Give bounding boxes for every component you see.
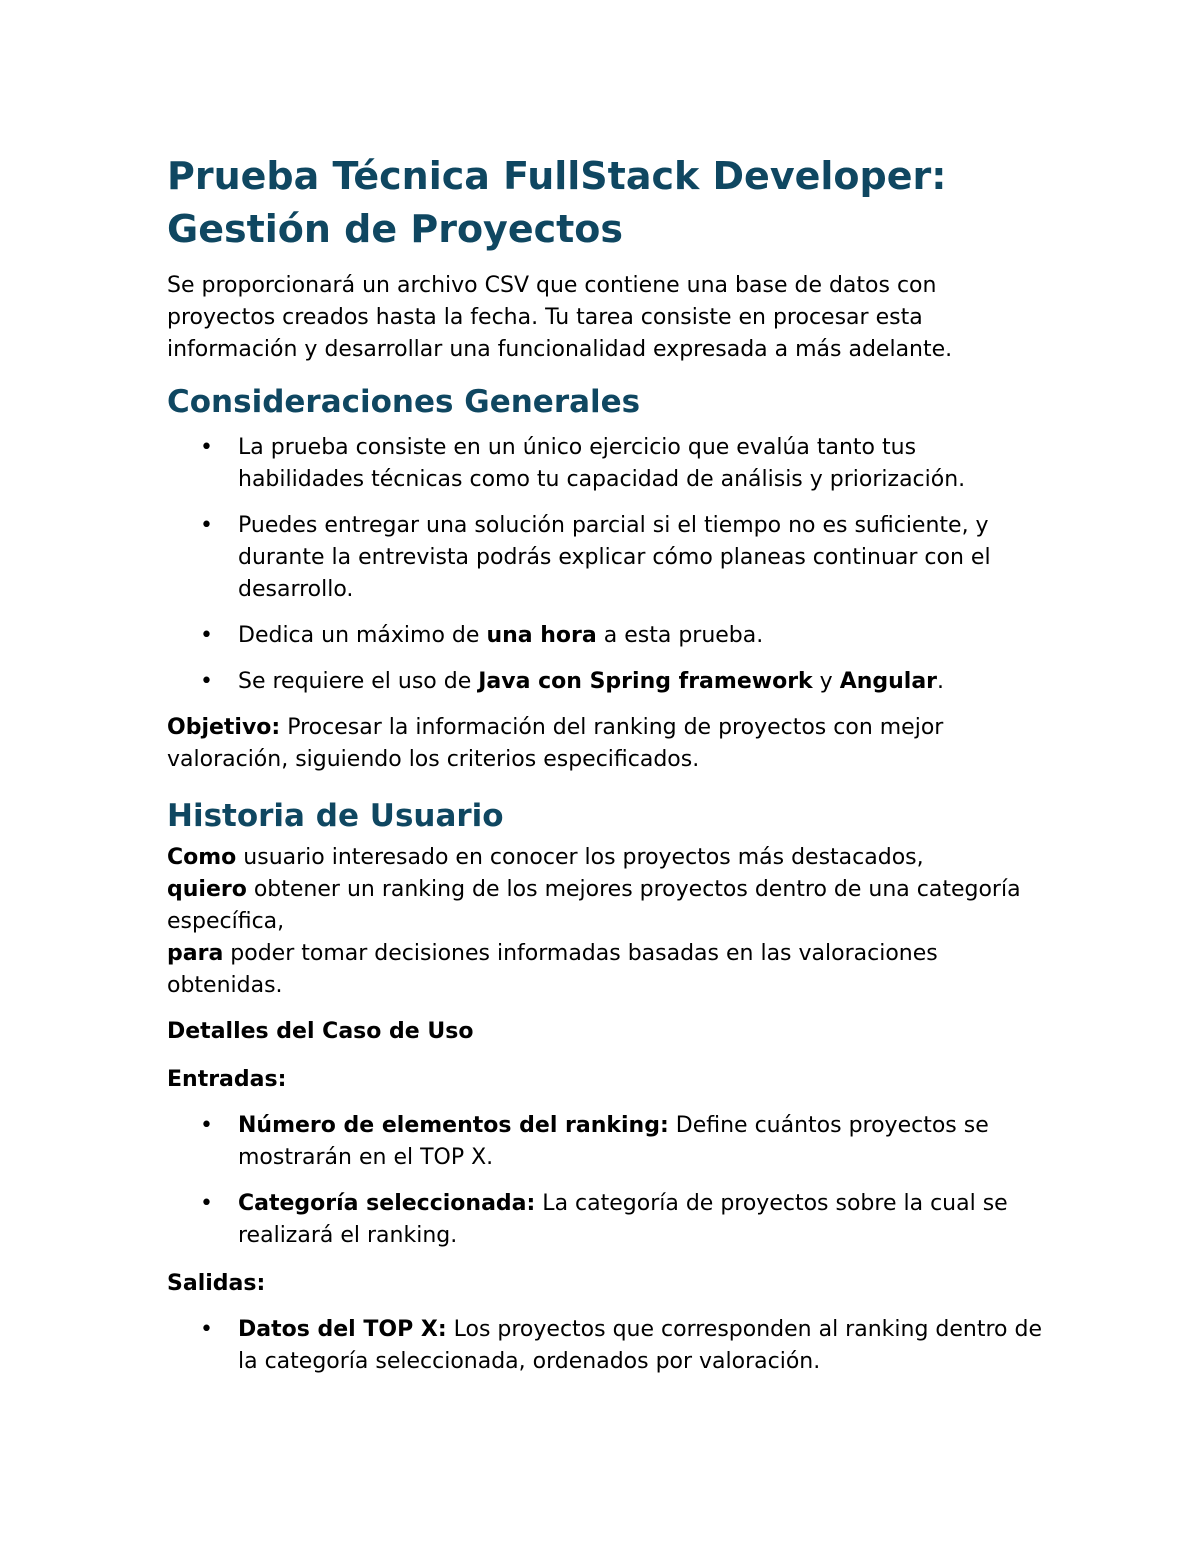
historia-quiero-label: quiero [167, 877, 247, 902]
entradas-label [167, 1064, 1047, 1096]
consideracion-item-3-pre: Dedica un máximo de [238, 623, 487, 648]
historia-como-label: Como [167, 845, 237, 870]
entrada-item-2-label: Categoría seleccionada: [238, 1191, 536, 1216]
entrada-item-1-label: Número de elementos del ranking: [238, 1113, 669, 1138]
heading-historia: Historia de Usuario [167, 798, 504, 834]
entrada-item-1-text: Define cuántos proyectos se mostrarán en el TOP X. [238, 1113, 989, 1170]
salidas-label [167, 1268, 1047, 1300]
consideracion-item-1-text: La prueba consiste en un único ejercicio que evalúa tanto tus habilidades técnicas como tu capacidad de análisis y priorización. [238, 435, 966, 492]
entrada-item-1 [167, 1110, 1047, 1174]
detalles-heading [167, 1016, 1047, 1048]
historia-como-text: usuario interesado en conocer los proyectos más destacados, [236, 845, 924, 870]
consideracion-item-4-post: . [937, 669, 945, 694]
intro-paragraph: Se proporcionará un archivo CSV que contiene una base de datos con proyectos creados hasta la fecha. Tu tarea consiste en procesar esta información y desarrollar una funcionalidad expresada a más adelante. [167, 273, 953, 362]
consideracion-item-2 [167, 510, 1047, 606]
detalles-heading-text: Detalles del Caso de Uso [167, 1019, 474, 1044]
consideracion-item-1 [167, 432, 1047, 496]
document-page [167, 150, 1047, 1378]
consideracion-item-3-post: a esta prueba. [596, 623, 764, 648]
document-title [167, 150, 1047, 256]
entradas-list [167, 1110, 1047, 1252]
objetivo-text: Procesar la información del ranking de proyectos con mejor valoración, siguiendo los criterios especificados. [167, 715, 944, 772]
salidas-list [167, 1314, 1047, 1378]
consideracion-item-4-pre: Se requiere el uso de [238, 669, 479, 694]
consideracion-item-3 [167, 620, 1047, 652]
consideracion-item-4 [167, 666, 1047, 698]
consideracion-item-4-bold-1: Java con Spring framework [478, 669, 813, 694]
consideracion-item-4-mid: y [812, 669, 840, 694]
consideracion-item-3-bold: una hora [486, 623, 597, 648]
consideracion-item-2-text: Puedes entregar una solución parcial si el tiempo no es suficiente, y durante la entrevista podrás explicar cómo planeas continuar con el desarrollo. [238, 513, 991, 602]
objetivo-paragraph [167, 712, 1047, 776]
salida-item-1 [167, 1314, 1047, 1378]
salidas-label-text: Salidas: [167, 1271, 266, 1296]
entrada-item-2 [167, 1188, 1047, 1252]
salida-item-1-label: Datos del TOP X: [238, 1317, 447, 1342]
entrada-item-2-text: La categoría de proyectos sobre la cual se realizará el ranking. [238, 1191, 1008, 1248]
consideracion-item-4-bold-2: Angular [839, 669, 938, 694]
objetivo-label: Objetivo: [167, 715, 281, 740]
salida-item-1-text: Los proyectos que corresponden al ranking dentro de la categoría seleccionada, ordenados por valoración. [238, 1317, 1042, 1374]
historia-para-text: poder tomar decisiones informadas basadas en las valoraciones obtenidas. [167, 941, 938, 998]
entradas-label-text: Entradas: [167, 1067, 287, 1092]
historia-paragraph [167, 842, 1047, 1002]
historia-para-label: para [167, 941, 224, 966]
title-line-1: Prueba Técnica FullStack Developer: [167, 154, 947, 198]
consideraciones-list [167, 432, 1047, 698]
historia-quiero-text: obtener un ranking de los mejores proyectos dentro de una categoría específica, [167, 877, 1021, 934]
title-line-2: Gestión de Proyectos [167, 207, 624, 251]
heading-consideraciones: Consideraciones Generales [167, 384, 641, 420]
